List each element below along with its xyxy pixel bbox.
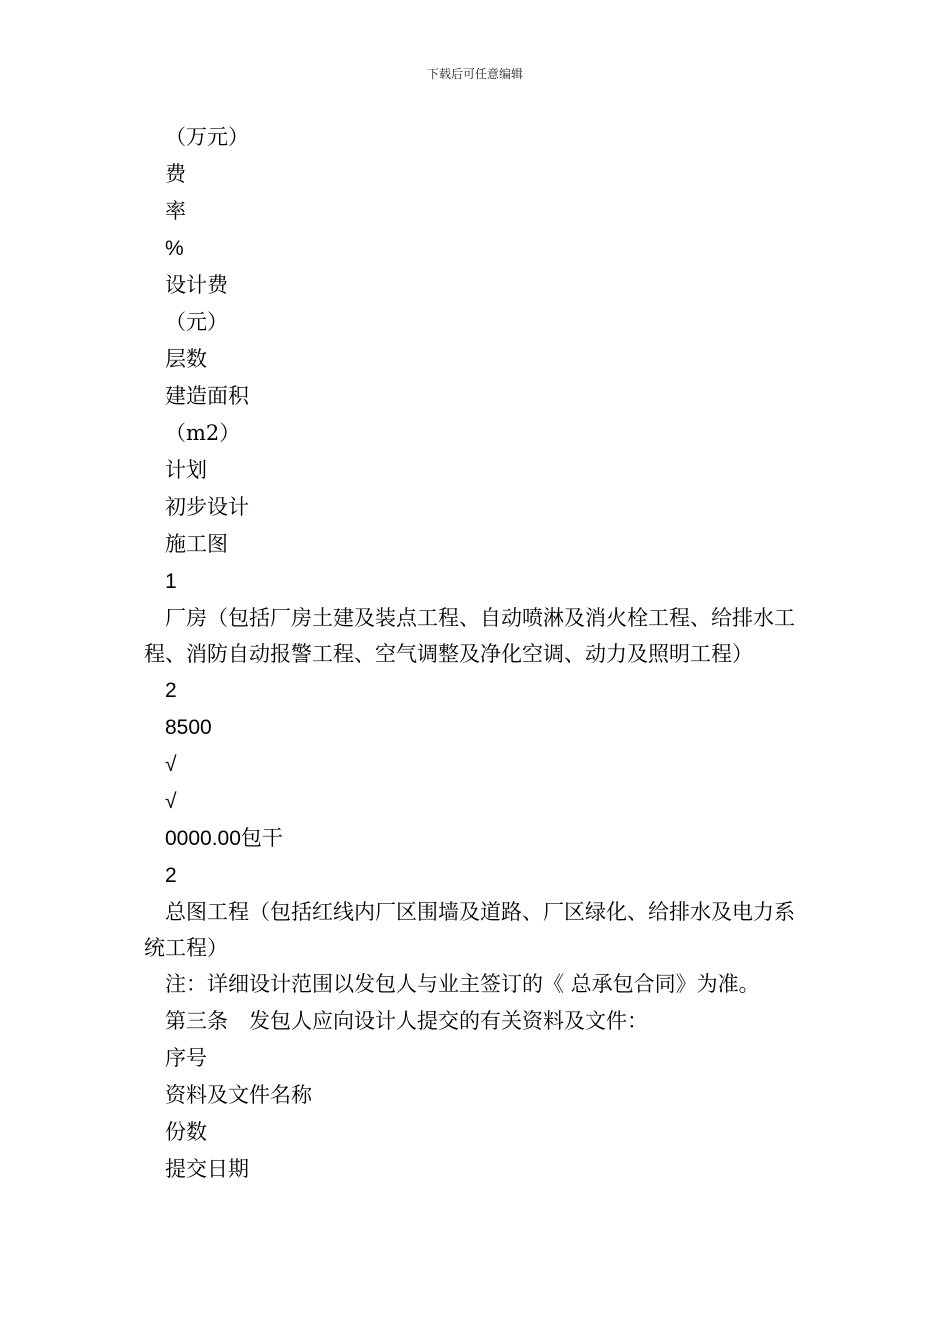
text-line: （m2） (165, 421, 241, 445)
text-line: 建造面积 (165, 384, 249, 408)
text-line: √ (165, 790, 177, 813)
text-line: 2 (165, 864, 177, 887)
text-paragraph: 总图工程（包括红线内厂区围墙及道路、厂区绿化、给排水及电力系统工程） (144, 900, 795, 960)
text-line: （万元） (165, 125, 249, 149)
amount-value: 0000.00 (165, 827, 241, 850)
text-line: 费 (165, 162, 186, 186)
text-line: 序号 (165, 1046, 207, 1070)
text-line: 资料及文件名称 (165, 1083, 312, 1107)
text-line: √ (165, 753, 177, 776)
text-line: 提交日期 (165, 1157, 249, 1181)
text-line: 层数 (165, 347, 207, 371)
amount-note: 包干 (240, 826, 283, 850)
text-line: 份数 (165, 1120, 207, 1144)
page-header: 下载后可任意编辑 (426, 67, 523, 81)
text-line: 设计费 (165, 273, 228, 297)
document-body (144, 119, 808, 1188)
text-line: 第三条 发包人应向设计人提交的有关资料及文件： (165, 1009, 648, 1033)
text-line: 施工图 (165, 532, 228, 556)
text-line: 1 (165, 570, 177, 593)
text-line: % (165, 237, 184, 260)
text-line: （元） (165, 310, 228, 334)
text-line: 率 (165, 199, 186, 223)
text-line: 注：详细设计范围以发包人与业主签订的《 总承包合同》为准。 (165, 972, 760, 996)
text-line: 计划 (165, 458, 207, 482)
text-line: 初步设计 (165, 495, 249, 519)
text-line (144, 820, 808, 857)
text-line: 2 (165, 679, 177, 702)
text-line: 8500 (165, 716, 212, 739)
text-paragraph: 厂房（包括厂房土建及装点工程、自动喷淋及消火栓工程、给排水工程、消防自动报警工程、空气调整及净化空调、动力及照明工程） (144, 606, 795, 666)
